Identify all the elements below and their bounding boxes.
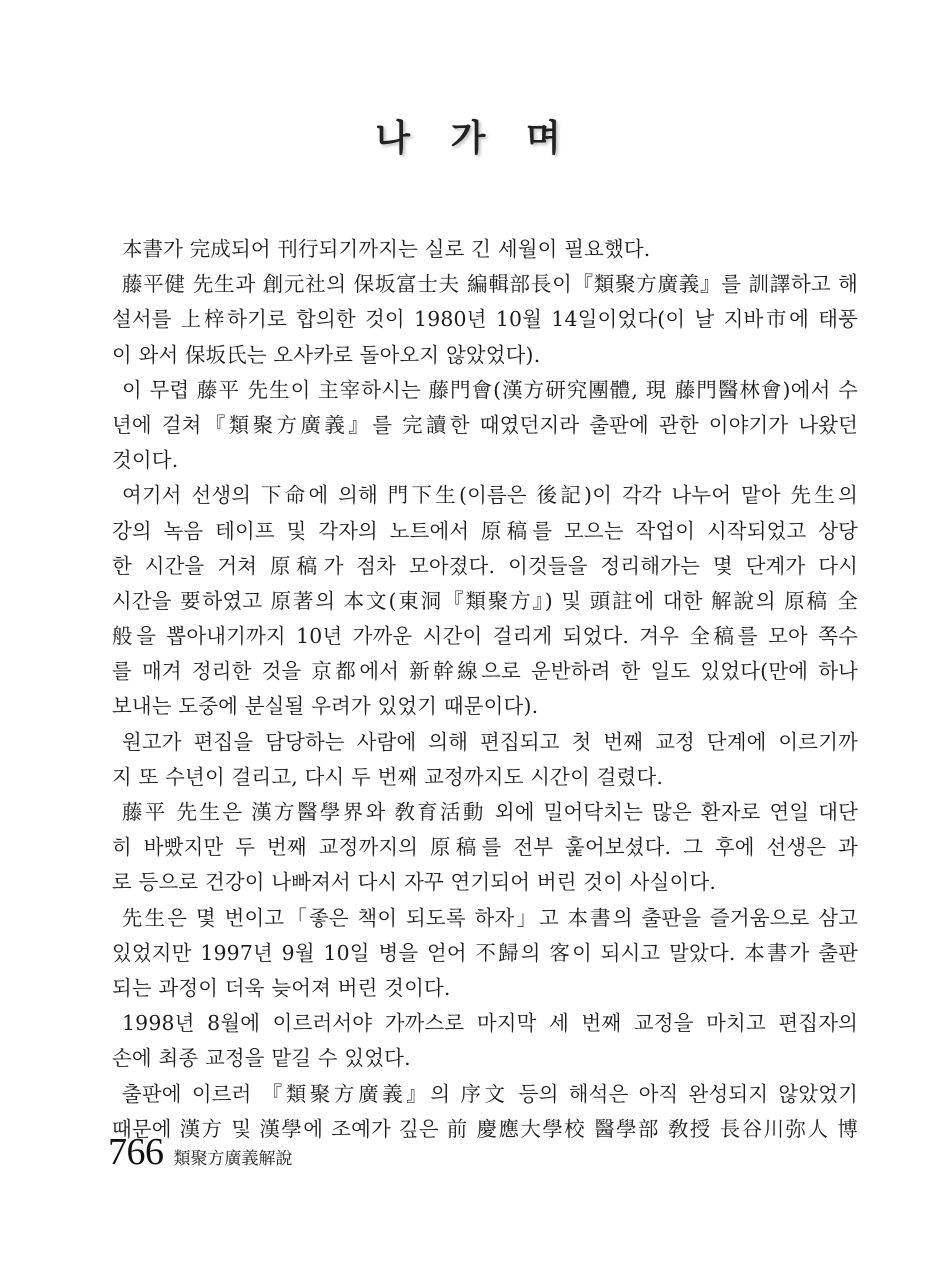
text-line: 藤平 先生은 漢方醫學界와 敎育活動 외에 밀어닥치는 많은 환자로 연일 대단	[122, 800, 858, 824]
text-line: 先生은 몇 번이고「좋은 책이 되도록 하자」고 本書의 출판을 즐거움으로 삼고	[122, 905, 858, 930]
text-line: 本書가 完成되어 刊行되기까지는 실로 긴 세월이 필요했다.	[122, 237, 651, 261]
text-line: 여기서 선생의 下命에 의해 門下生(이름은 後記)이 각각 나누어 맡아 先生의	[122, 483, 858, 508]
text-line: 설서를 上梓하기로 합의한 것이 1980년 10월 14일이었다(이 날 지바市에 태풍	[112, 307, 858, 332]
text-line: 보내는 도중에 분실될 우려가 있었기 때문이다).	[112, 694, 539, 719]
body-text	[112, 232, 858, 1147]
page-title: 나 가 며	[375, 118, 575, 159]
text-line: 년에 걸쳐『類聚方廣義』를 完讀한 때였던지라 출판에 관한 이야기가 나왔던	[112, 412, 858, 437]
text-line: 이 와서 保坂氏는 오사카로 돌아오지 않았었다).	[112, 342, 541, 367]
text-line: 손에 최종 교정을 맡길 수 있었다.	[112, 1046, 411, 1071]
text-line: 를 매겨 정리한 것을 京都에서 新幹線으로 운반하려 한 일도 있었다(만에 하나	[112, 659, 858, 684]
text-line: 것이다.	[112, 448, 179, 473]
running-title: 類聚方廣義解說	[173, 1149, 293, 1169]
text-line: 이 무렵 藤平 先生이 主宰하시는 藤門會(漢方研究團體, 現 藤門醫林會)에서 수	[122, 377, 858, 402]
text-line: 되는 과정이 더욱 늦어져 버린 것이다.	[112, 975, 451, 1000]
text-line: 원고가 편집을 담당하는 사람에 의해 편집되고 첫 번째 교정 단계에 이르기까	[122, 729, 858, 754]
text-line: 히 바빴지만 두 번째 교정까지의 原稿를 전부 훑어보셨다. 그 후에 선생은 과	[112, 835, 858, 860]
text-line: 있었지만 1997년 9월 10일 병을 얻어 不歸의 客이 되시고 말았다. 本書가 출판	[112, 940, 858, 965]
text-line: 시간을 要하였고 原著의 本文(東洞『類聚方』) 및 頭註에 대한 解說의 原稿 全	[112, 588, 858, 613]
page-footer	[108, 1130, 293, 1180]
text-line: 때문에 漢方 및 漢學에 조예가 깊은 前 慶應大學校 醫學部 敎授 長谷川弥人 博	[112, 1116, 858, 1141]
text-line: 로 등으로 건강이 나빠져서 다시 자꾸 연기되어 버린 것이 사실이다.	[112, 870, 717, 895]
page-number: 766	[108, 1131, 164, 1173]
text-line: 한 시간을 거쳐 原稿가 점차 모아졌다. 이것들을 정리해가는 몇 단계가 다시	[112, 553, 858, 578]
text-line: 지 또 수년이 걸리고, 다시 두 번째 교정까지도 시간이 걸렸다.	[112, 764, 664, 789]
text-line: 般을 뽑아내기까지 10년 가까운 시간이 걸리게 되었다. 겨우 全稿를 모아 쪽수	[112, 624, 858, 649]
text-line: 출판에 이르러 『類聚方廣義』의 序文 등의 해석은 아직 완성되지 않았었기	[122, 1081, 858, 1106]
text-line: 강의 녹음 테이프 및 각자의 노트에서 原稿를 모으는 작업이 시작되었고 상당	[112, 518, 858, 543]
text-line: 藤平健 先生과 創元社의 保坂富士夫 編輯部長이『類聚方廣義』를 訓譯하고 해	[122, 272, 858, 297]
text-line: 1998년 8월에 이르러서야 가까스로 마지막 세 번째 교정을 마치고 편집자의	[122, 1011, 858, 1036]
